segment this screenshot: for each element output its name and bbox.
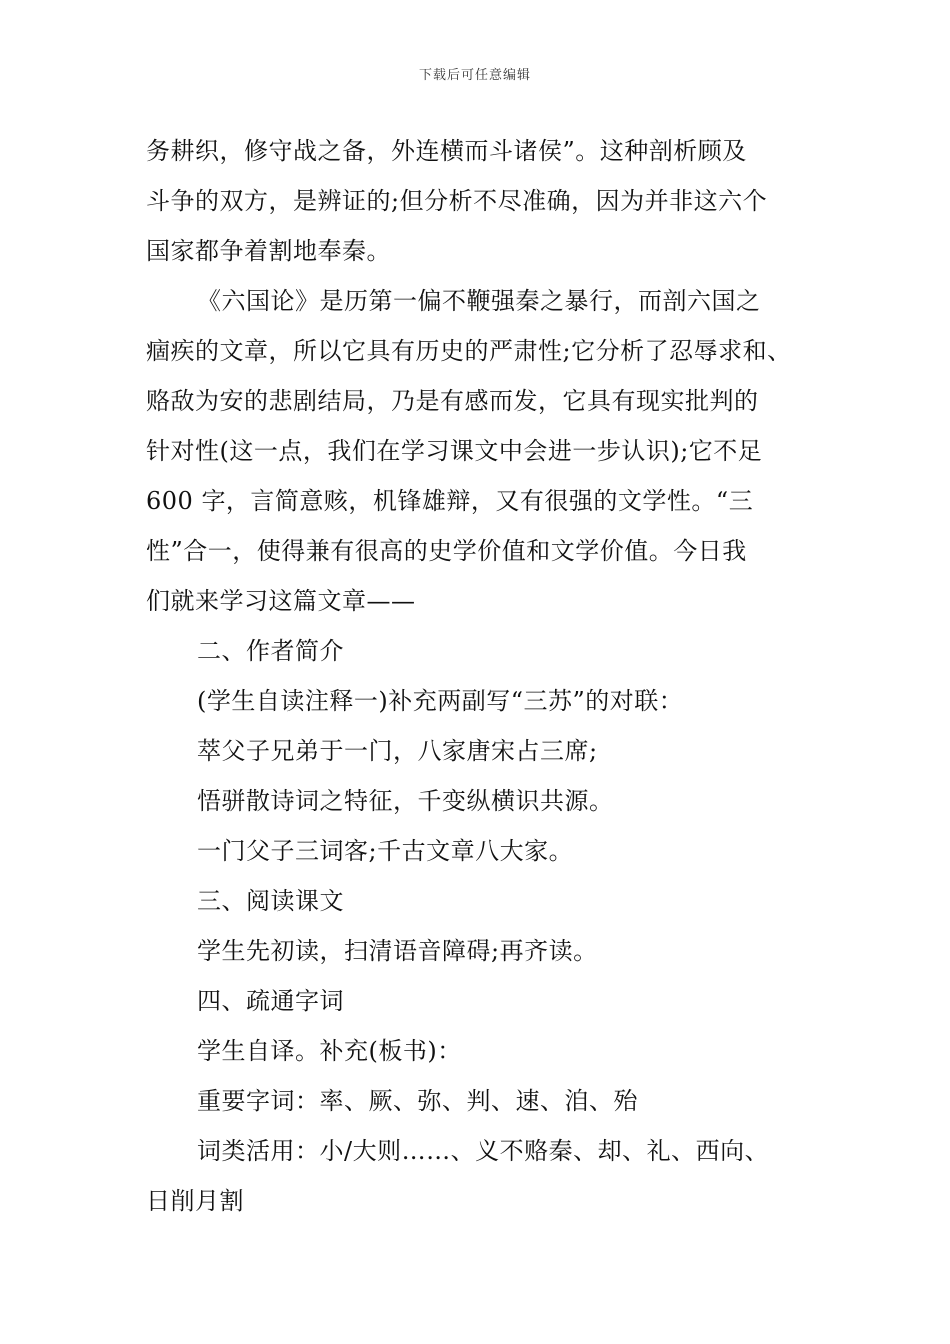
paragraph-line: 学生先初读，扫清语音障碍;再齐读。 xyxy=(197,937,598,965)
couplet-line: 悟骈散诗词之特征，千变纵横识共源。 xyxy=(197,787,614,815)
paragraph-line: 赂敌为安的悲剧结局，乃是有感而发，它具有现实批判的 xyxy=(146,387,759,415)
document-body xyxy=(146,126,808,1226)
paragraph-line: 重要字词：率、厥、弥、判、速、洎、殆 xyxy=(197,1087,638,1115)
section-heading-vocabulary: 四、疏通字词 xyxy=(197,987,344,1015)
page-header: 下载后可任意编辑 xyxy=(418,68,531,83)
paragraph-line: 学生自译。补充(板书)： xyxy=(197,1037,462,1065)
paragraph-line: 词类活用：小/大则……、义不赂秦、却、礼、西向、 xyxy=(197,1137,770,1165)
paragraph-line: 日削月割 xyxy=(146,1187,244,1215)
paragraph-line: 们就来学习这篇文章—— xyxy=(146,587,416,615)
paragraph-line: 务耕织，修守战之备，外连横而斗诸侯”。这种剖析顾及 xyxy=(146,137,747,165)
paragraph-line: 痼疾的文章，所以它具有历史的严肃性;它分析了忍辱求和、 xyxy=(146,337,792,365)
paragraph-line: 性”合一，使得兼有很高的史学价值和文学价值。今日我 xyxy=(146,537,747,565)
section-heading-reading: 三、阅读课文 xyxy=(197,887,344,915)
paragraph-line: 斗争的双方，是辨证的;但分析不尽准确，因为并非这六个 xyxy=(146,187,768,215)
paragraph-line: 《六国论》是历第一偏不鞭强秦之暴行，而剖六国之 xyxy=(197,287,761,315)
paragraph-line: 国家都争着割地奉秦。 xyxy=(146,237,391,265)
paragraph-line: 针对性(这一点，我们在学习课文中会进一步认识);它不足 xyxy=(146,437,763,465)
couplet-line: 萃父子兄弟于一门，八家唐宋占三席; xyxy=(197,737,598,765)
section-heading-author: 二、作者简介 xyxy=(197,637,344,665)
paragraph-line: 600 字，言简意赅，机锋雄辩，又有很强的文学性。“三 xyxy=(146,487,754,515)
couplet-line: 一门父子三词客;千古文章八大家。 xyxy=(197,837,574,865)
paragraph-line: (学生自读注释一)补充两副写“三苏”的对联： xyxy=(197,687,684,715)
